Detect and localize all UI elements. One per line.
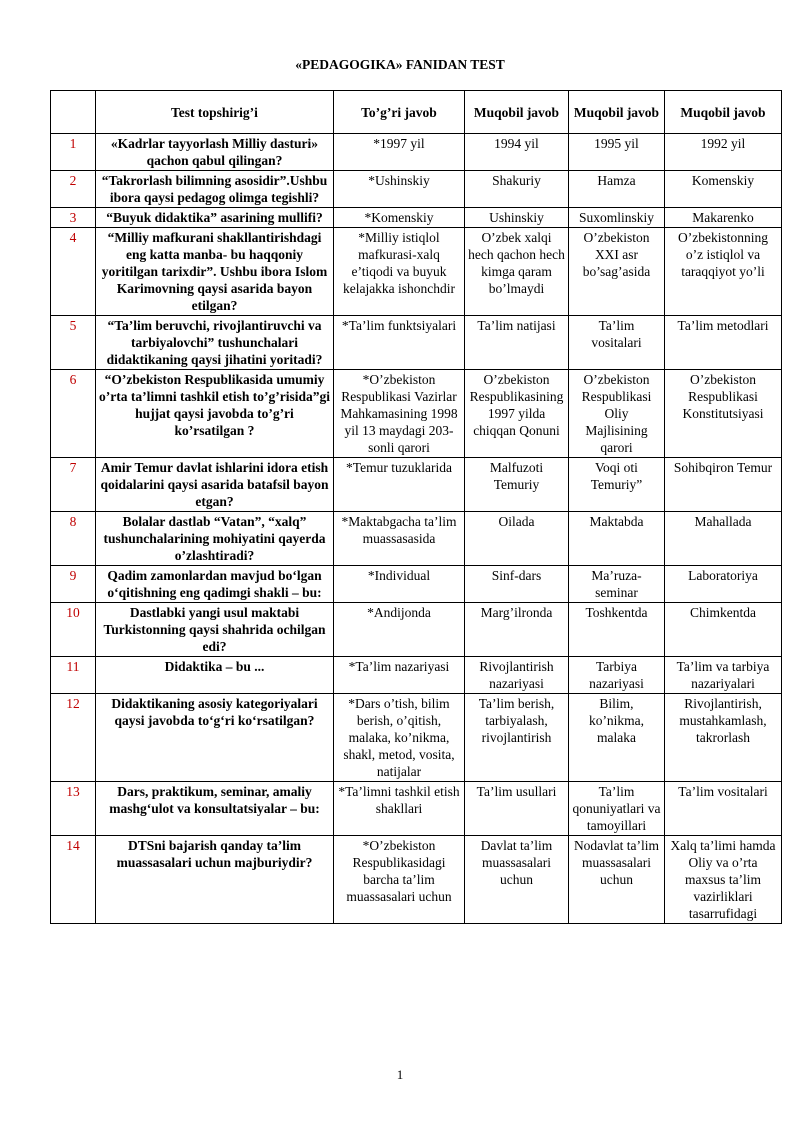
table-row [51,836,782,924]
alt-answer-2-cell: Ta’lim vositalari [569,316,665,370]
alt-answer-1-cell: Sinf-dars [465,566,569,603]
alt-answer-1-cell: Ta’lim usullari [465,782,569,836]
alt-answer-1-cell: Ta’lim berish, tarbiyalash, rivojlantirish [465,694,569,782]
alt-answer-1-cell: Marg’ilronda [465,603,569,657]
correct-answer-cell: *Ta’lim nazariyasi [334,657,465,694]
correct-answer-cell: *Ta’lim funktsiyalari [334,316,465,370]
alt-answer-2-cell: Nodavlat ta’lim muassasalari uchun [569,836,665,924]
row-number: 14 [51,836,96,924]
table-row [51,657,782,694]
header-alt-answer-2: Muqobil javob [569,91,665,134]
correct-answer-cell: *Ushinskiy [334,171,465,208]
correct-answer-cell: *Individual [334,566,465,603]
alt-answer-1-cell: 1994 yil [465,134,569,171]
alt-answer-2-cell: Toshkentda [569,603,665,657]
alt-answer-3-cell: Makarenko [665,208,782,228]
alt-answer-3-cell: Mahallada [665,512,782,566]
table-header-row [51,91,782,134]
correct-answer-cell: *O’zbekiston Respublikasidagi barcha ta’lim muassasalari uchun [334,836,465,924]
row-number: 4 [51,228,96,316]
alt-answer-3-cell: Ta’lim vositalari [665,782,782,836]
header-alt-answer-1: Muqobil javob [465,91,569,134]
table-row [51,208,782,228]
page-number: 1 [396,1067,404,1082]
correct-answer-cell: *Maktabgacha ta’lim muassasasida [334,512,465,566]
alt-answer-1-cell: O’zbekiston Respublikasining 1997 yilda chiqqan Qonuni [465,370,569,458]
alt-answer-3-cell: 1992 yil [665,134,782,171]
header-alt-answer-3: Muqobil javob [665,91,782,134]
alt-answer-2-cell: O’zbekiston XXI asr bo’sag’asida [569,228,665,316]
table-row [51,228,782,316]
alt-answer-1-cell: Davlat ta’lim muassasalari uchun [465,836,569,924]
question-cell: “Ta’lim beruvchi, rivojlantiruvchi va tarbiyalovchi” tushunchalari didaktikaning qaysi jihatini yoritadi? [96,316,334,370]
question-cell: Didaktikaning asosiy kategoriyalari qaysi javobda toʻgʻri koʻrsatilgan? [96,694,334,782]
question-cell: DTSni bajarish qanday ta’lim muassasalari uchun majburiydir? [96,836,334,924]
page-title: «PEDAGOGIKA» FANIDAN TEST [295,57,505,72]
alt-answer-3-cell: Komenskiy [665,171,782,208]
alt-answer-3-cell: O’zbekiston Respublikasi Konstitutsiyasi [665,370,782,458]
alt-answer-1-cell: Ta’lim natijasi [465,316,569,370]
table-row [51,458,782,512]
row-number: 7 [51,458,96,512]
alt-answer-1-cell: Rivojlantirish nazariyasi [465,657,569,694]
row-number: 8 [51,512,96,566]
table-row [51,134,782,171]
alt-answer-2-cell: O’zbekiston Respublikasi Oliy Majlisining qarori [569,370,665,458]
correct-answer-cell: *Dars o’tish, bilim berish, o’qitish, malaka, ko’nikma, shakl, metod, vosita, natijalar [334,694,465,782]
question-cell: Qadim zamonlardan mavjud boʻlgan oʻqitishning eng qadimgi shakli – bu: [96,566,334,603]
alt-answer-2-cell: Tarbiya nazariyasi [569,657,665,694]
row-number: 3 [51,208,96,228]
alt-answer-3-cell: Xalq ta’limi hamda Oliy va o’rta maxsus ta’lim vazirliklari tasarrufidagi [665,836,782,924]
correct-answer-cell: *1997 yil [334,134,465,171]
table-row [51,566,782,603]
row-number: 9 [51,566,96,603]
row-number: 2 [51,171,96,208]
correct-answer-cell: *Komenskiy [334,208,465,228]
alt-answer-3-cell: Ta’lim va tarbiya nazariyalari [665,657,782,694]
question-cell: «Kadrlar tayyorlash Milliy dasturi» qachon qabul qilingan? [96,134,334,171]
alt-answer-2-cell: Hamza [569,171,665,208]
alt-answer-1-cell: Shakuriy [465,171,569,208]
question-cell: “O’zbekiston Respublikasida umumiy o’rta ta’limni tashkil etish to’g’risida”gi hujjat qaysi javobda to’g’ri ko’rsatilgan ? [96,370,334,458]
table-row [51,603,782,657]
alt-answer-3-cell: Rivojlantirish, mustahkamlash, takrorlash [665,694,782,782]
row-number: 1 [51,134,96,171]
table-row [51,782,782,836]
correct-answer-cell: *Ta’limni tashkil etish shakllari [334,782,465,836]
question-cell: “Buyuk didaktika” asarining mullifi? [96,208,334,228]
question-cell: Bolalar dastlab “Vatan”, “xalq” tushunchalarining mohiyatini qayerda o’zlashtiradi? [96,512,334,566]
question-cell: Didaktika – bu ... [96,657,334,694]
question-cell: “Milliy mafkurani shakllantirishdagi eng katta manba- bu haqqoniy yoritilgan tarixdir”. Ushbu ibora Islom Karimovning qaysi asarida bayon etilgan? [96,228,334,316]
alt-answer-2-cell: Ta’lim qonuniyatlari va tamoyillari [569,782,665,836]
question-cell: “Takrorlash bilimning asosidir”.Ushbu ibora qaysi pedagog olimga tegishli? [96,171,334,208]
table-row [51,316,782,370]
row-number: 10 [51,603,96,657]
row-number: 5 [51,316,96,370]
alt-answer-3-cell: Sohibqiron Temur [665,458,782,512]
alt-answer-3-cell: O’zbekistonning o’z istiqlol va taraqqiyot yo’li [665,228,782,316]
alt-answer-3-cell: Ta’lim metodlari [665,316,782,370]
header-correct-answer: To’g’ri javob [334,91,465,134]
table-row [51,370,782,458]
alt-answer-2-cell: 1995 yil [569,134,665,171]
correct-answer-cell: *Temur tuzuklarida [334,458,465,512]
alt-answer-2-cell: Suxomlinskiy [569,208,665,228]
table-row [51,171,782,208]
correct-answer-cell: *O’zbekiston Respublikasi Vazirlar Mahkamasining 1998 yil 13 maydagi 203-sonli qarori [334,370,465,458]
test-table [50,90,782,924]
question-cell: Dars, praktikum, seminar, amaliy mashgʻulot va konsultatsiyalar – bu: [96,782,334,836]
table-row [51,694,782,782]
alt-answer-2-cell: Voqi oti Temuriy” [569,458,665,512]
table-row [51,512,782,566]
alt-answer-3-cell: Chimkentda [665,603,782,657]
alt-answer-1-cell: Ushinskiy [465,208,569,228]
question-cell: Dastlabki yangi usul maktabi Turkistonning qaysi shahrida ochilgan edi? [96,603,334,657]
alt-answer-2-cell: Maktabda [569,512,665,566]
alt-answer-1-cell: Malfuzoti Temuriy [465,458,569,512]
correct-answer-cell: *Andijonda [334,603,465,657]
question-cell: Amir Temur davlat ishlarini idora etish qoidalarini qaysi asarida batafsil bayon etgan? [96,458,334,512]
alt-answer-1-cell: O’zbek xalqi hech qachon hech kimga qaram bo’lmaydi [465,228,569,316]
header-question: Test topshirig’i [96,91,334,134]
header-number [51,91,96,134]
alt-answer-2-cell: Bilim, ko’nikma, malaka [569,694,665,782]
alt-answer-2-cell: Ma’ruza-seminar [569,566,665,603]
row-number: 6 [51,370,96,458]
alt-answer-3-cell: Laboratoriya [665,566,782,603]
row-number: 12 [51,694,96,782]
row-number: 13 [51,782,96,836]
row-number: 11 [51,657,96,694]
correct-answer-cell: *Milliy istiqlol mafkurasi-xalq e’tiqodi va buyuk kelajakka ishonchdir [334,228,465,316]
alt-answer-1-cell: Oilada [465,512,569,566]
